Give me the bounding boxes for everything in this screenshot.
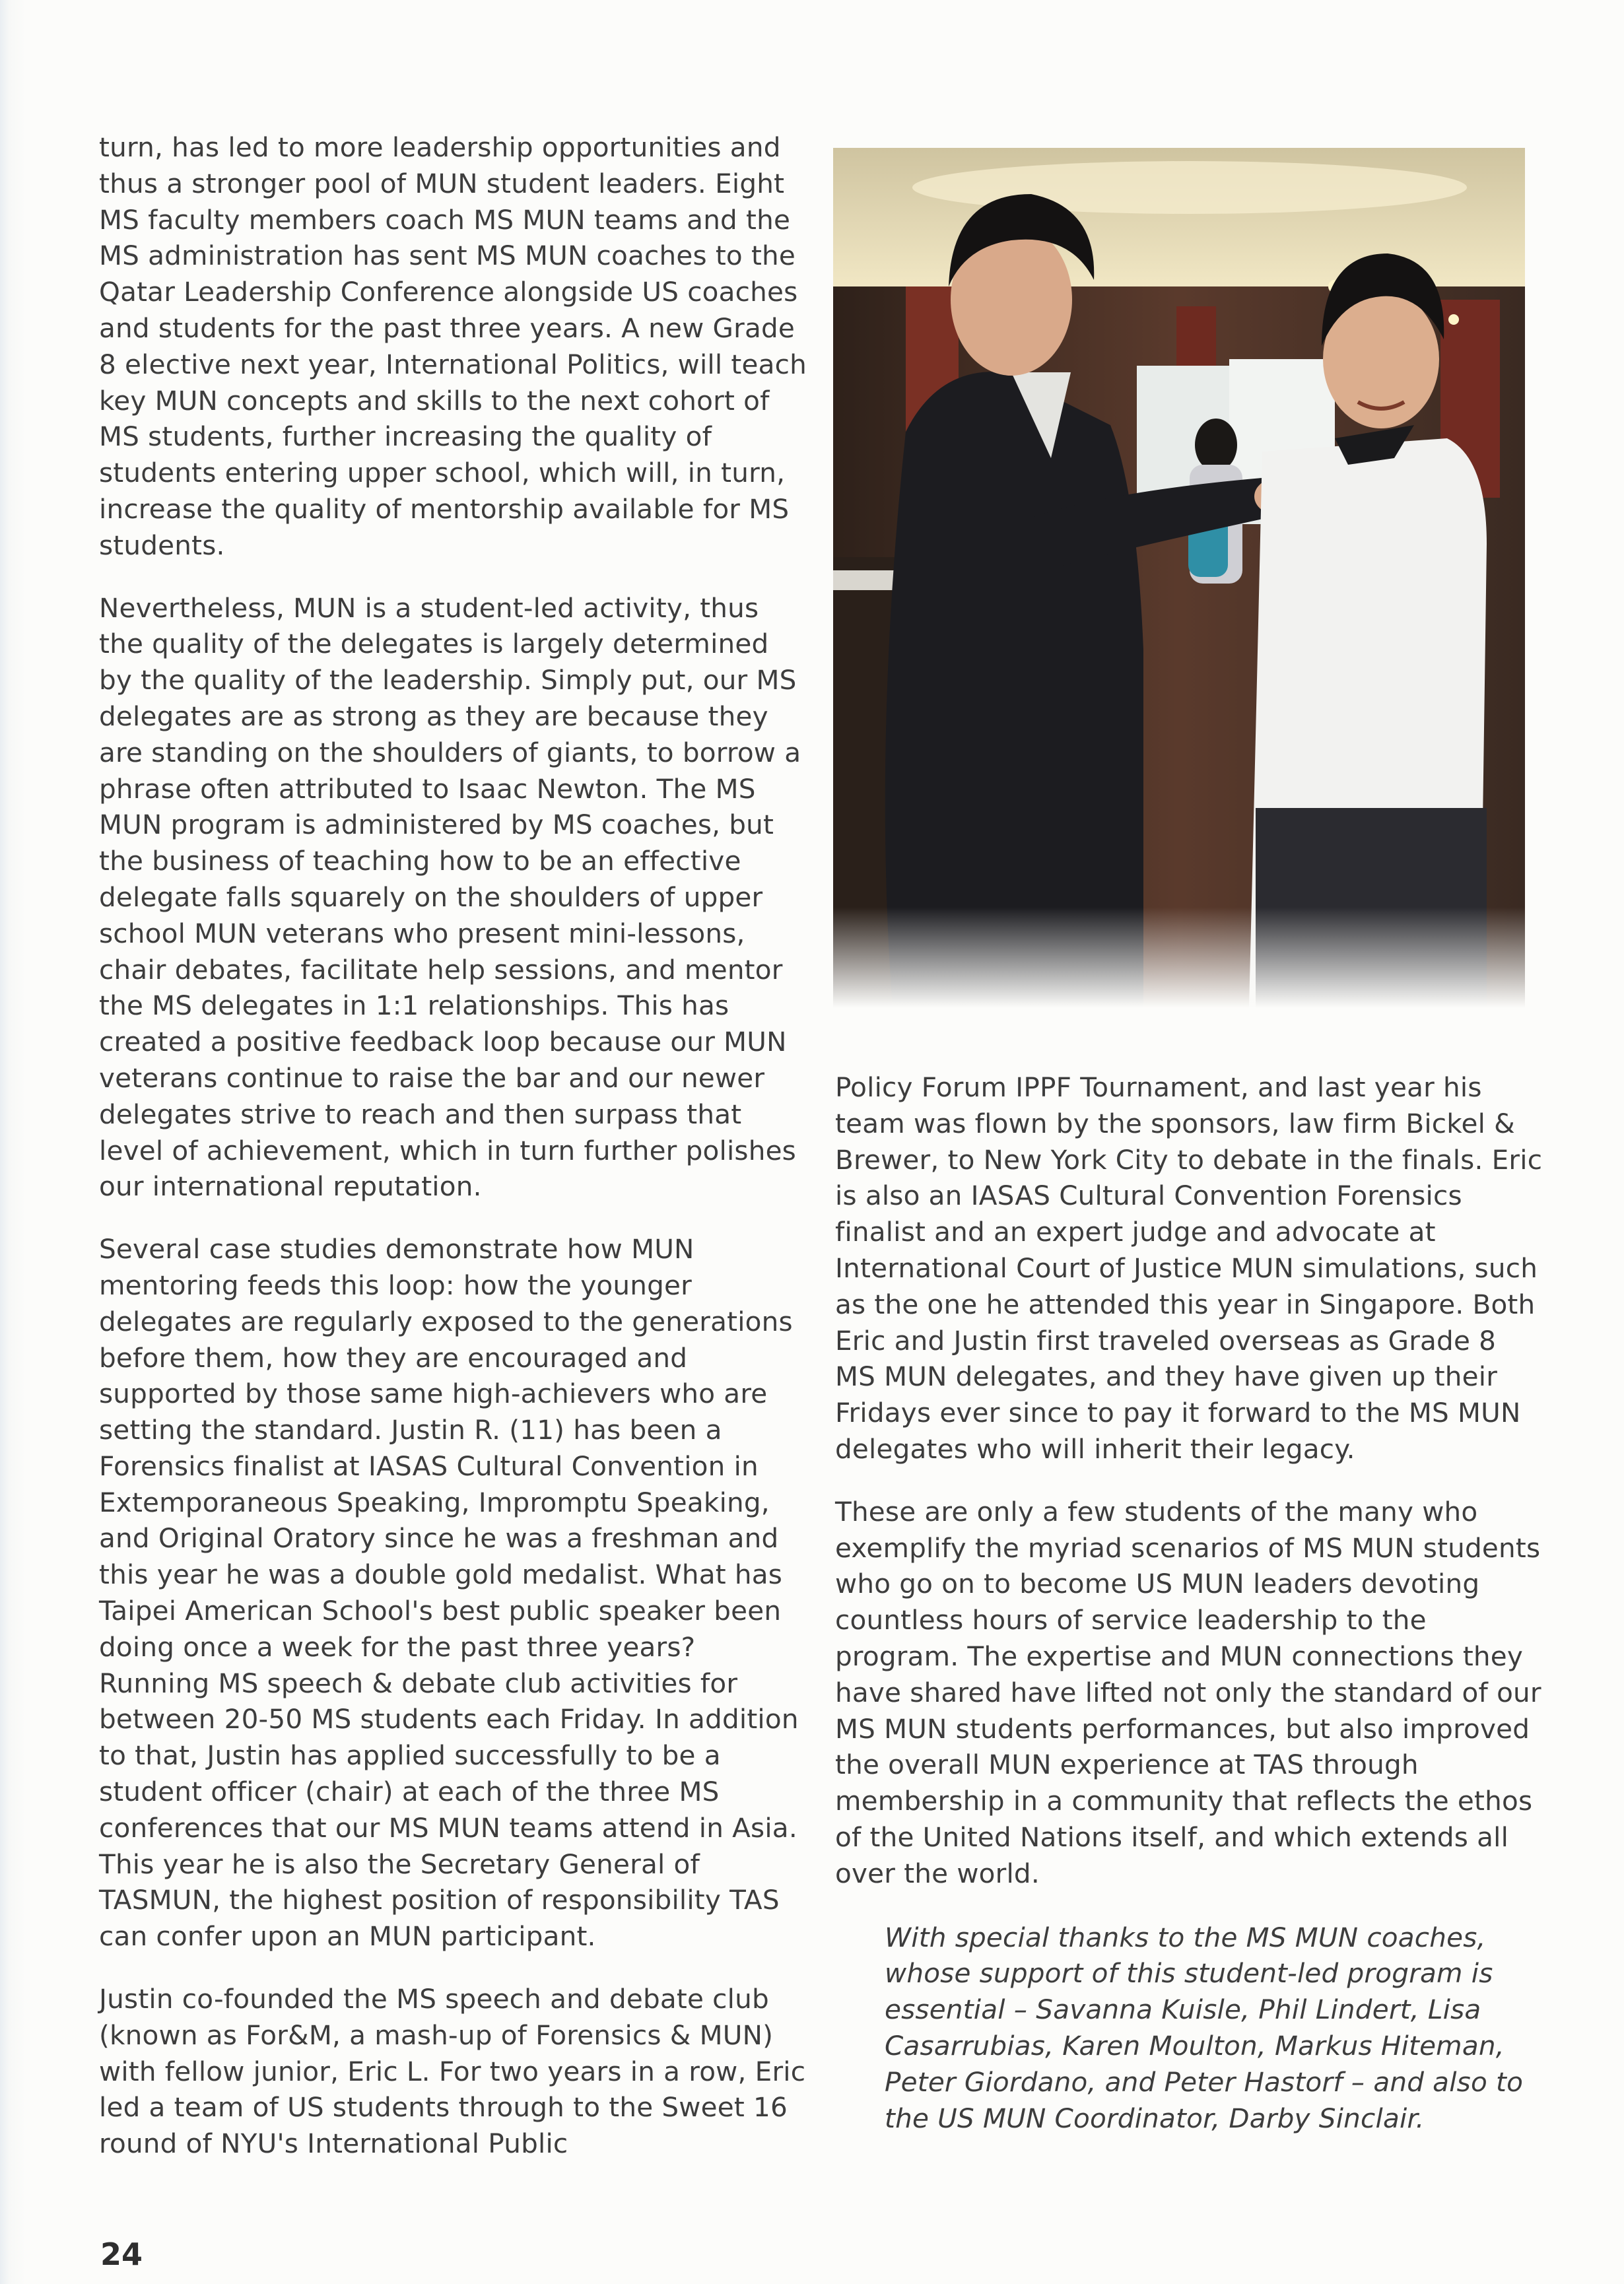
left-paragraph-3: Several case studies demonstrate how MUN mentoring feeds this loop: how the younger delegates are regularly exposed to the generations before them, how they are encouraged and supported by those same high-achievers who are setting the standard. Justin R. (11) has been a Forensics finalist at IASAS Cultural Convention in Extemporaneous Speaking, Impromptu Speaking, and Original Oratory since he was a freshman and this year he was a double gold medalist. What has Taipei American School's best public speaker been doing once a week for the past three years? Running MS speech & debate club activities for between 20-50 MS students each Friday. In addition to that, Justin has applied successfully to be a student officer (chair) at each of the three MS conferences that our MS MUN teams attend in Asia. This year he is also the Secretary General of TASMUN, the highest position of responsibility TAS can confer upon an MUN participant.	[99, 1233, 799, 1953]
left-paragraph-2: Nevertheless, MUN is a student-led activity, thus the quality of the delegates is largely determined by the quality of the leadership. Simply put, our MS delegates are as strong as they are because they are standing on the shoulders of giants, to borrow a phrase often attributed to Isaac Newton. The MS MUN program is administered by MS coaches, but the business of teaching how to be an effective delegate falls squarely on the shoulders of upper school MUN veterans who present mini-lessons, chair debates, facilitate help sessions, and mentor the MS delegates in 1:1 relationships. This has created a positive feedback loop because our MUN veterans continue to raise the bar and our newer delegates strive to reach and then surpass that level of achievement, which in turn further polishes our international reputation.	[99, 591, 801, 1203]
photo-illustration	[833, 148, 1525, 1007]
acknowledgements: With special thanks to the MS MUN coaches, whose support of this student-led program is essential – Savanna Kuisle, Phil Lindert, Lisa Casarrubias, Karen Moulton, Markus Hiteman, Peter Giordano, and Peter Hastorf – and also to the US MUN Coordinator, Darby Sinclair.	[885, 1921, 1524, 2134]
article-photo	[833, 148, 1525, 1007]
page-number: 24	[100, 2236, 143, 2272]
right-paragraph-1: Policy Forum IPPF Tournament, and last year his team was flown by the sponsors, law firm Bickel & Brewer, to New York City to debate in the finals. Eric is also an IASAS Cultural Convention Forensics finalist and an expert judge and advocate at International Court of Justice MUN simulations, such as the one he attended this year in Singapore. Both Eric and Justin first traveled overseas as Grade 8 MS MUN delegates, and they have given up their Fridays ever since to pay it forward to the MS MUN delegates who will inherit their legacy.	[835, 1071, 1543, 1465]
right-paragraph-2: These are only a few students of the many who exemplify the myriad scenarios of MS MUN students who go on to become US MUN leaders devoting countless hours of service leadership to the program. The expertise and MUN connections they have shared have lifted not only the standard of our MS MUN students performances, but also improved the overall MUN experience at TAS through membership in a community that reflects the ethos of the United Nations itself, and which extends all over the world.	[835, 1495, 1541, 1889]
left-paragraph-1: turn, has led to more leadership opportunities and thus a stronger pool of MUN student leaders. Eight MS faculty members coach MS MUN teams and the MS administration has sent MS MUN coaches to the Qatar Leadership Conference alongside US coaches and students for the past three years. A new Grade 8 elective next year, International Politics, will teach key MUN concepts and skills to the next cohort of MS students, further increasing the quality of students entering upper school, which will, in turn, increase the quality of mentorship available for MS students.	[99, 131, 807, 561]
right-text-column	[835, 1069, 1545, 2163]
left-text-column	[99, 129, 809, 2188]
left-paragraph-4: Justin co-founded the MS speech and debate club (known as For&M, a mash-up of Forensics & MUN) with fellow junior, Eric L. For two years in a row, Eric led a team of US students through to the Sweet 16 round of NYU's International Public	[99, 1983, 806, 2160]
